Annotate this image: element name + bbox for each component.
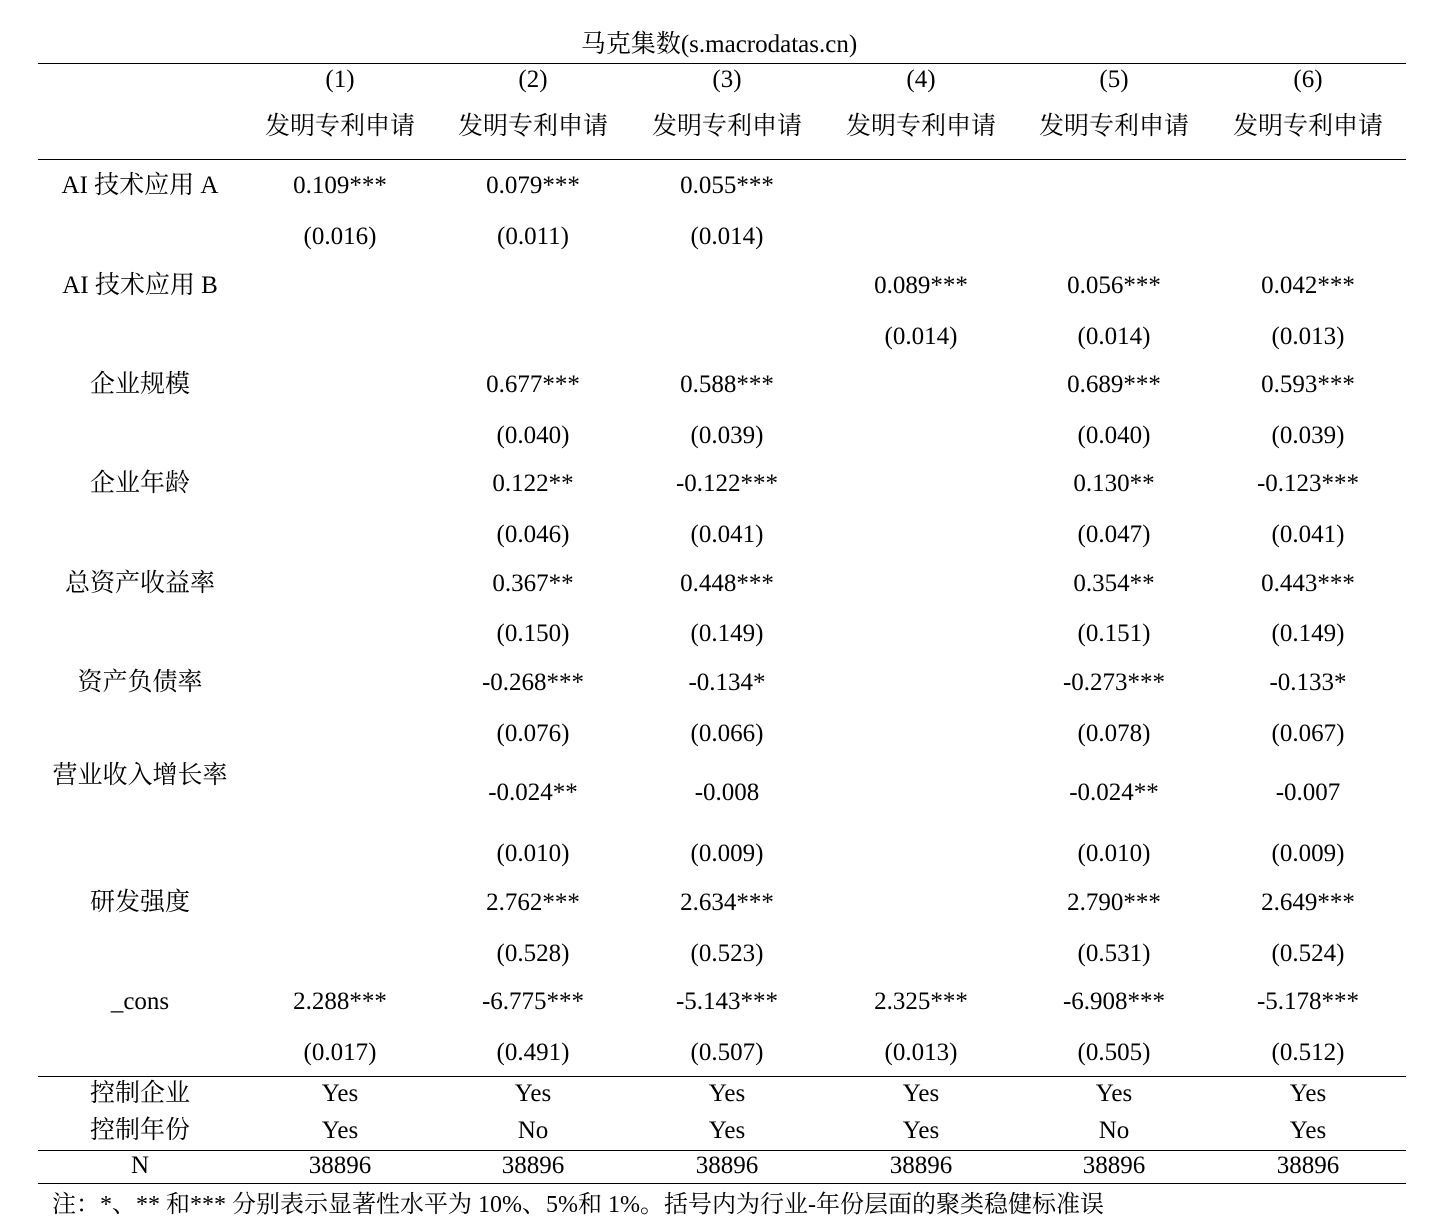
- coefficient-cell: -0.123***: [1256, 470, 1360, 497]
- row-label: 资产负债率: [77, 669, 203, 696]
- n-label: N: [130, 1152, 150, 1179]
- control-value: Yes: [708, 1080, 746, 1107]
- coefficient-cell: 0.588***: [680, 371, 774, 398]
- coefficient-cell: 2.790***: [1067, 889, 1161, 916]
- row-label: AI 技术应用 B: [62, 272, 218, 299]
- coefficient-cell: 0.056***: [1067, 272, 1161, 299]
- coefficient-cell: 0.089***: [874, 272, 968, 299]
- coefficient-cell: 0.130**: [1073, 470, 1155, 497]
- row-label: 企业规模: [89, 371, 190, 398]
- standard-error-cell: (0.014): [690, 223, 764, 250]
- column-number: (1): [325, 66, 355, 93]
- coefficient-cell: 0.443***: [1261, 570, 1355, 597]
- column-dependent-variable: 发明专利申请: [1038, 113, 1189, 140]
- standard-error-cell: (0.149): [690, 620, 764, 647]
- standard-error-cell: (0.076): [496, 720, 570, 747]
- standard-error-cell: (0.151): [1077, 620, 1151, 647]
- column-dependent-variable: 发明专利申请: [1232, 113, 1383, 140]
- control-value: No: [1098, 1117, 1130, 1144]
- standard-error-cell: (0.040): [1077, 422, 1151, 449]
- control-value: Yes: [514, 1080, 552, 1107]
- coefficient-cell: 0.367**: [492, 570, 574, 597]
- coefficient-cell: 0.689***: [1067, 371, 1161, 398]
- standard-error-cell: (0.009): [690, 840, 764, 867]
- coefficient-cell: -5.178***: [1256, 988, 1360, 1015]
- coefficient-cell: -0.024**: [1069, 779, 1159, 806]
- coefficient-cell: -0.133*: [1269, 669, 1347, 696]
- standard-error-cell: (0.078): [1077, 720, 1151, 747]
- coefficient-cell: -0.122***: [675, 470, 779, 497]
- standard-error-cell: (0.150): [496, 620, 570, 647]
- control-value: Yes: [902, 1080, 940, 1107]
- standard-error-cell: (0.047): [1077, 521, 1151, 548]
- controls-rule: [38, 1076, 1406, 1077]
- standard-error-cell: (0.010): [1077, 840, 1151, 867]
- row-label: 营业收入增长率: [52, 762, 228, 789]
- standard-error-cell: (0.524): [1271, 940, 1345, 967]
- header-rule: [38, 159, 1406, 160]
- standard-error-cell: (0.041): [1271, 521, 1345, 548]
- standard-error-cell: (0.011): [497, 223, 569, 250]
- standard-error-cell: (0.046): [496, 521, 570, 548]
- control-value: No: [517, 1117, 549, 1144]
- coefficient-cell: 0.448***: [680, 570, 774, 597]
- coefficient-cell: -0.007: [1275, 779, 1341, 806]
- standard-error-cell: (0.507): [690, 1039, 764, 1066]
- n-value: 38896: [308, 1152, 372, 1179]
- standard-error-cell: (0.016): [303, 223, 377, 250]
- coefficient-cell: 2.288***: [293, 988, 387, 1015]
- row-label: _cons: [110, 988, 170, 1015]
- control-value: Yes: [1289, 1080, 1327, 1107]
- top-rule: [38, 63, 1406, 64]
- coefficient-cell: 0.109***: [293, 172, 387, 199]
- control-value: Yes: [902, 1117, 940, 1144]
- coefficient-cell: 2.325***: [874, 988, 968, 1015]
- row-label: 总资产收益率: [64, 570, 215, 597]
- coefficient-cell: -0.024**: [488, 779, 578, 806]
- standard-error-cell: (0.066): [690, 720, 764, 747]
- n-value: 38896: [889, 1152, 953, 1179]
- control-label: 控制企业: [89, 1080, 190, 1107]
- coefficient-cell: 0.079***: [486, 172, 580, 199]
- standard-error-cell: (0.528): [496, 940, 570, 967]
- column-dependent-variable: 发明专利申请: [264, 113, 415, 140]
- coefficient-cell: 0.354**: [1073, 570, 1155, 597]
- table-note: 注：*、** 和*** 分别表示显著性水平为 10%、5%和 1%。括号内为行业-年份层面的聚类稳健标准误: [52, 1192, 1104, 1218]
- control-value: Yes: [1095, 1080, 1133, 1107]
- standard-error-cell: (0.491): [496, 1039, 570, 1066]
- coefficient-cell: -5.143***: [675, 988, 779, 1015]
- standard-error-cell: (0.040): [496, 422, 570, 449]
- column-dependent-variable: 发明专利申请: [457, 113, 608, 140]
- row-label: 企业年龄: [89, 470, 190, 497]
- standard-error-cell: (0.039): [690, 422, 764, 449]
- control-value: Yes: [321, 1117, 359, 1144]
- coefficient-cell: -0.273***: [1062, 669, 1166, 696]
- row-label: AI 技术应用 A: [61, 172, 219, 199]
- n-value: 38896: [695, 1152, 759, 1179]
- standard-error-cell: (0.531): [1077, 940, 1151, 967]
- control-label: 控制年份: [89, 1117, 190, 1144]
- coefficient-cell: 0.042***: [1261, 272, 1355, 299]
- standard-error-cell: (0.014): [1077, 323, 1151, 350]
- coefficient-cell: 0.055***: [680, 172, 774, 199]
- standard-error-cell: (0.009): [1271, 840, 1345, 867]
- standard-error-cell: (0.041): [690, 521, 764, 548]
- coefficient-cell: 0.122**: [492, 470, 574, 497]
- table-title: 马克集数(s.macrodatas.cn): [580, 31, 858, 58]
- standard-error-cell: (0.039): [1271, 422, 1345, 449]
- standard-error-cell: (0.505): [1077, 1039, 1151, 1066]
- control-value: Yes: [1289, 1117, 1327, 1144]
- control-value: Yes: [708, 1117, 746, 1144]
- standard-error-cell: (0.523): [690, 940, 764, 967]
- standard-error-cell: (0.067): [1271, 720, 1345, 747]
- standard-error-cell: (0.149): [1271, 620, 1345, 647]
- coefficient-cell: -0.268***: [481, 669, 585, 696]
- coefficient-cell: -6.775***: [481, 988, 585, 1015]
- n-value: 38896: [1276, 1152, 1340, 1179]
- column-dependent-variable: 发明专利申请: [651, 113, 802, 140]
- n-value: 38896: [1082, 1152, 1146, 1179]
- coefficient-cell: 2.762***: [486, 889, 580, 916]
- coefficient-cell: 0.593***: [1261, 371, 1355, 398]
- coefficient-cell: 2.649***: [1261, 889, 1355, 916]
- standard-error-cell: (0.010): [496, 840, 570, 867]
- column-number: (6): [1293, 66, 1323, 93]
- standard-error-cell: (0.013): [1271, 323, 1345, 350]
- coefficient-cell: 2.634***: [680, 889, 774, 916]
- coefficient-cell: -6.908***: [1062, 988, 1166, 1015]
- standard-error-cell: (0.014): [884, 323, 958, 350]
- column-dependent-variable: 发明专利申请: [845, 113, 996, 140]
- column-number: (4): [906, 66, 936, 93]
- column-number: (5): [1099, 66, 1129, 93]
- coefficient-cell: -0.008: [694, 779, 760, 806]
- row-label: 研发强度: [89, 889, 190, 916]
- coefficient-cell: 0.677***: [486, 371, 580, 398]
- standard-error-cell: (0.512): [1271, 1039, 1345, 1066]
- standard-error-cell: (0.017): [303, 1039, 377, 1066]
- control-value: Yes: [321, 1080, 359, 1107]
- n-value: 38896: [501, 1152, 565, 1179]
- column-number: (3): [712, 66, 742, 93]
- standard-error-cell: (0.013): [884, 1039, 958, 1066]
- coefficient-cell: -0.134*: [688, 669, 766, 696]
- column-number: (2): [518, 66, 548, 93]
